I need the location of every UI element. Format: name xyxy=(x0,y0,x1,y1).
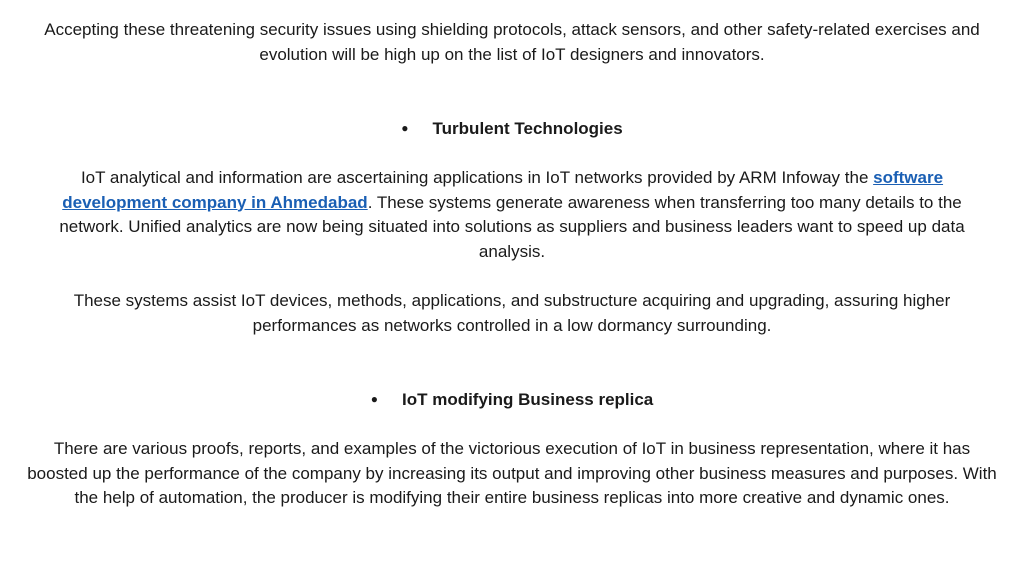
analytics-text-end: . These systems generate awareness when transferring too many details to the network. Unified analytics are now being situated into solutions as suppliers and business leaders want to speed up data analysis. xyxy=(59,192,965,261)
intro-paragraph: Accepting these threatening security issues using shielding protocols, attack sensors, and other safety-related exercises and evolution will be high up on the list of IoT designers and innovators. xyxy=(44,20,980,64)
analytics-paragraph xyxy=(30,166,994,264)
bullet-icon: ● xyxy=(370,391,378,406)
analytics-text-start: IoT analytical and information are ascertaining applications in IoT networks provided by ARM Infoway the xyxy=(80,168,874,187)
section-heading-business-replica xyxy=(0,388,1024,413)
bullet-icon: ● xyxy=(401,120,409,135)
section-heading-turbulent-technologies xyxy=(0,117,1024,142)
business-paragraph: There are various proofs, reports, and examples of the victorious execution of IoT in business representation, where it has boosted up the performance of the company by increasing its output and improving other business measures and purposes. With the help of automation, the producer is modifying their entire business replicas into more creative and dynamic ones. xyxy=(27,439,997,507)
heading-text: Turbulent Technologies xyxy=(432,119,623,138)
software-company-link[interactable]: software development company in Ahmedabad xyxy=(62,168,944,212)
systems-paragraph: These systems assist IoT devices, methods, applications, and substructure acquiring and upgrading, assuring higher performances as networks controlled in a low dormancy surrounding. xyxy=(73,291,951,335)
heading-text: IoT modifying Business replica xyxy=(401,390,654,409)
